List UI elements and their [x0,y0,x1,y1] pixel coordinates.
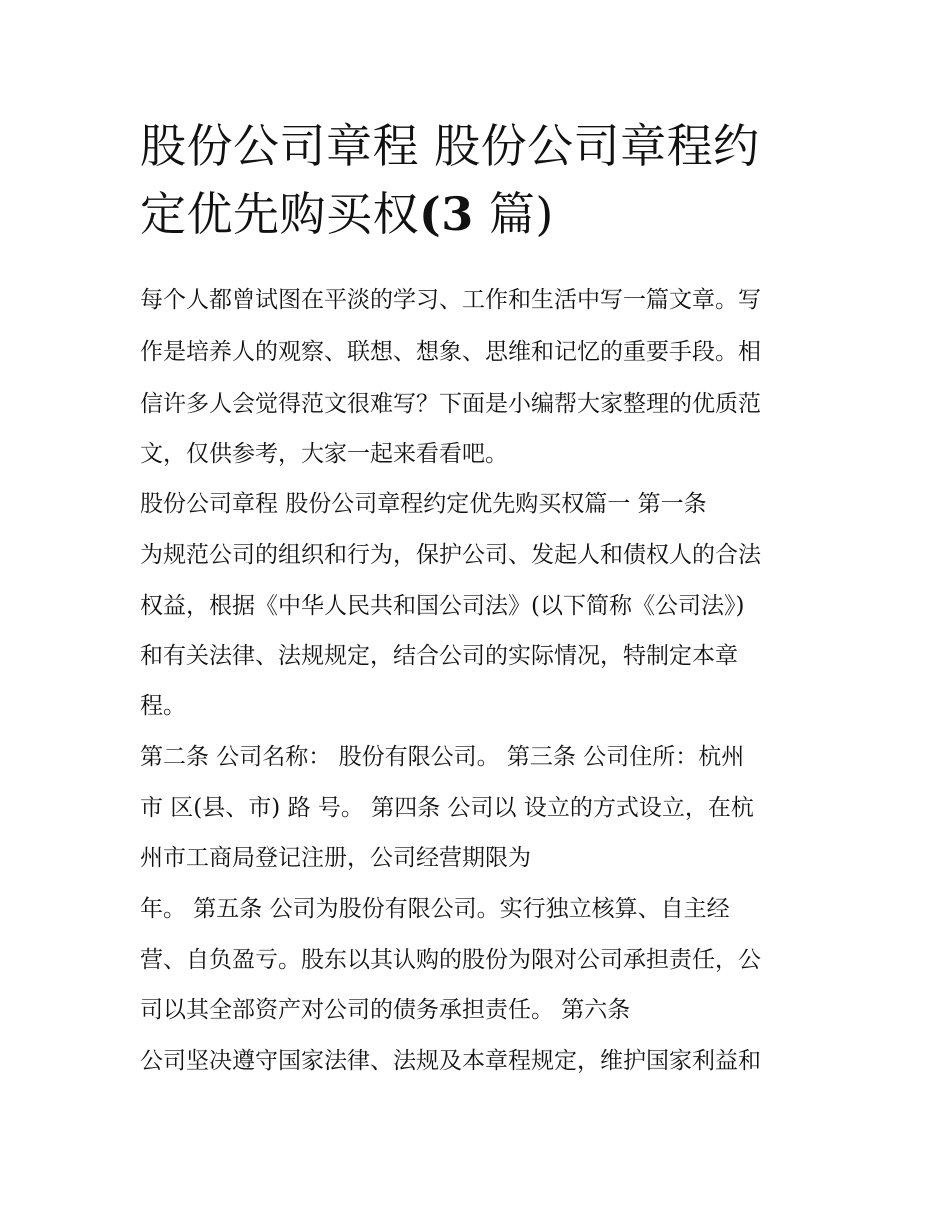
body-line: 市 区(县、市) 路 号。 第四条 公司以 设立的方式设立，在杭 [140,795,754,821]
body-line: 年。 第五条 公司为股份有限公司。实行独立核算、自主经 [140,896,730,922]
title-part-4: 篇) [473,187,554,241]
body-line: 作是培养人的观察、联想、想象、思维和记忆的重要手段。相 [140,339,761,365]
body-line: 公司坚决遵守国家法律、法规及本章程规定，维护国家利益和 [140,1048,761,1074]
body-line: 信许多人会觉得范文很难写？下面是小编帮大家整理的优质范 [140,391,761,417]
body-line: 程。 [140,693,186,719]
title-part-1: 股份公司章程 股份公司章程约 [140,119,760,173]
body-line: 营、自负盈亏。股东以其认购的股份为限对公司承担责任，公 [140,947,761,973]
body-line: 司以其全部资产对公司的债务承担责任。 第六条 [140,997,631,1023]
document-title [140,112,820,248]
body-line: 文，仅供参考，大家一起来看看吧。 [140,441,508,467]
body-line: 州市工商局登记注册，公司经营期限为 [140,845,531,871]
body-line: 和有关法律、法规规定，结合公司的实际情况，特制定本章 [140,643,738,669]
body-line: 为规范公司的组织和行为，保护公司、发起人和债权人的合法 [140,542,761,568]
body-line: 权益，根据《中华人民共和国公司法》(以下简称《公司法》) [140,593,745,619]
body-line: 第二条 公司名称： 股份有限公司。 第三条 公司住所：杭州 [140,744,745,770]
title-part-2: 定优先购买权 [140,187,419,241]
body-line: 每个人都曾试图在平淡的学习、工作和生活中写一篇文章。写 [140,287,761,313]
body-line: 股份公司章程 股份公司章程约定优先购买权篇一 第一条 [140,491,707,517]
title-part-3: (3 [419,187,474,241]
